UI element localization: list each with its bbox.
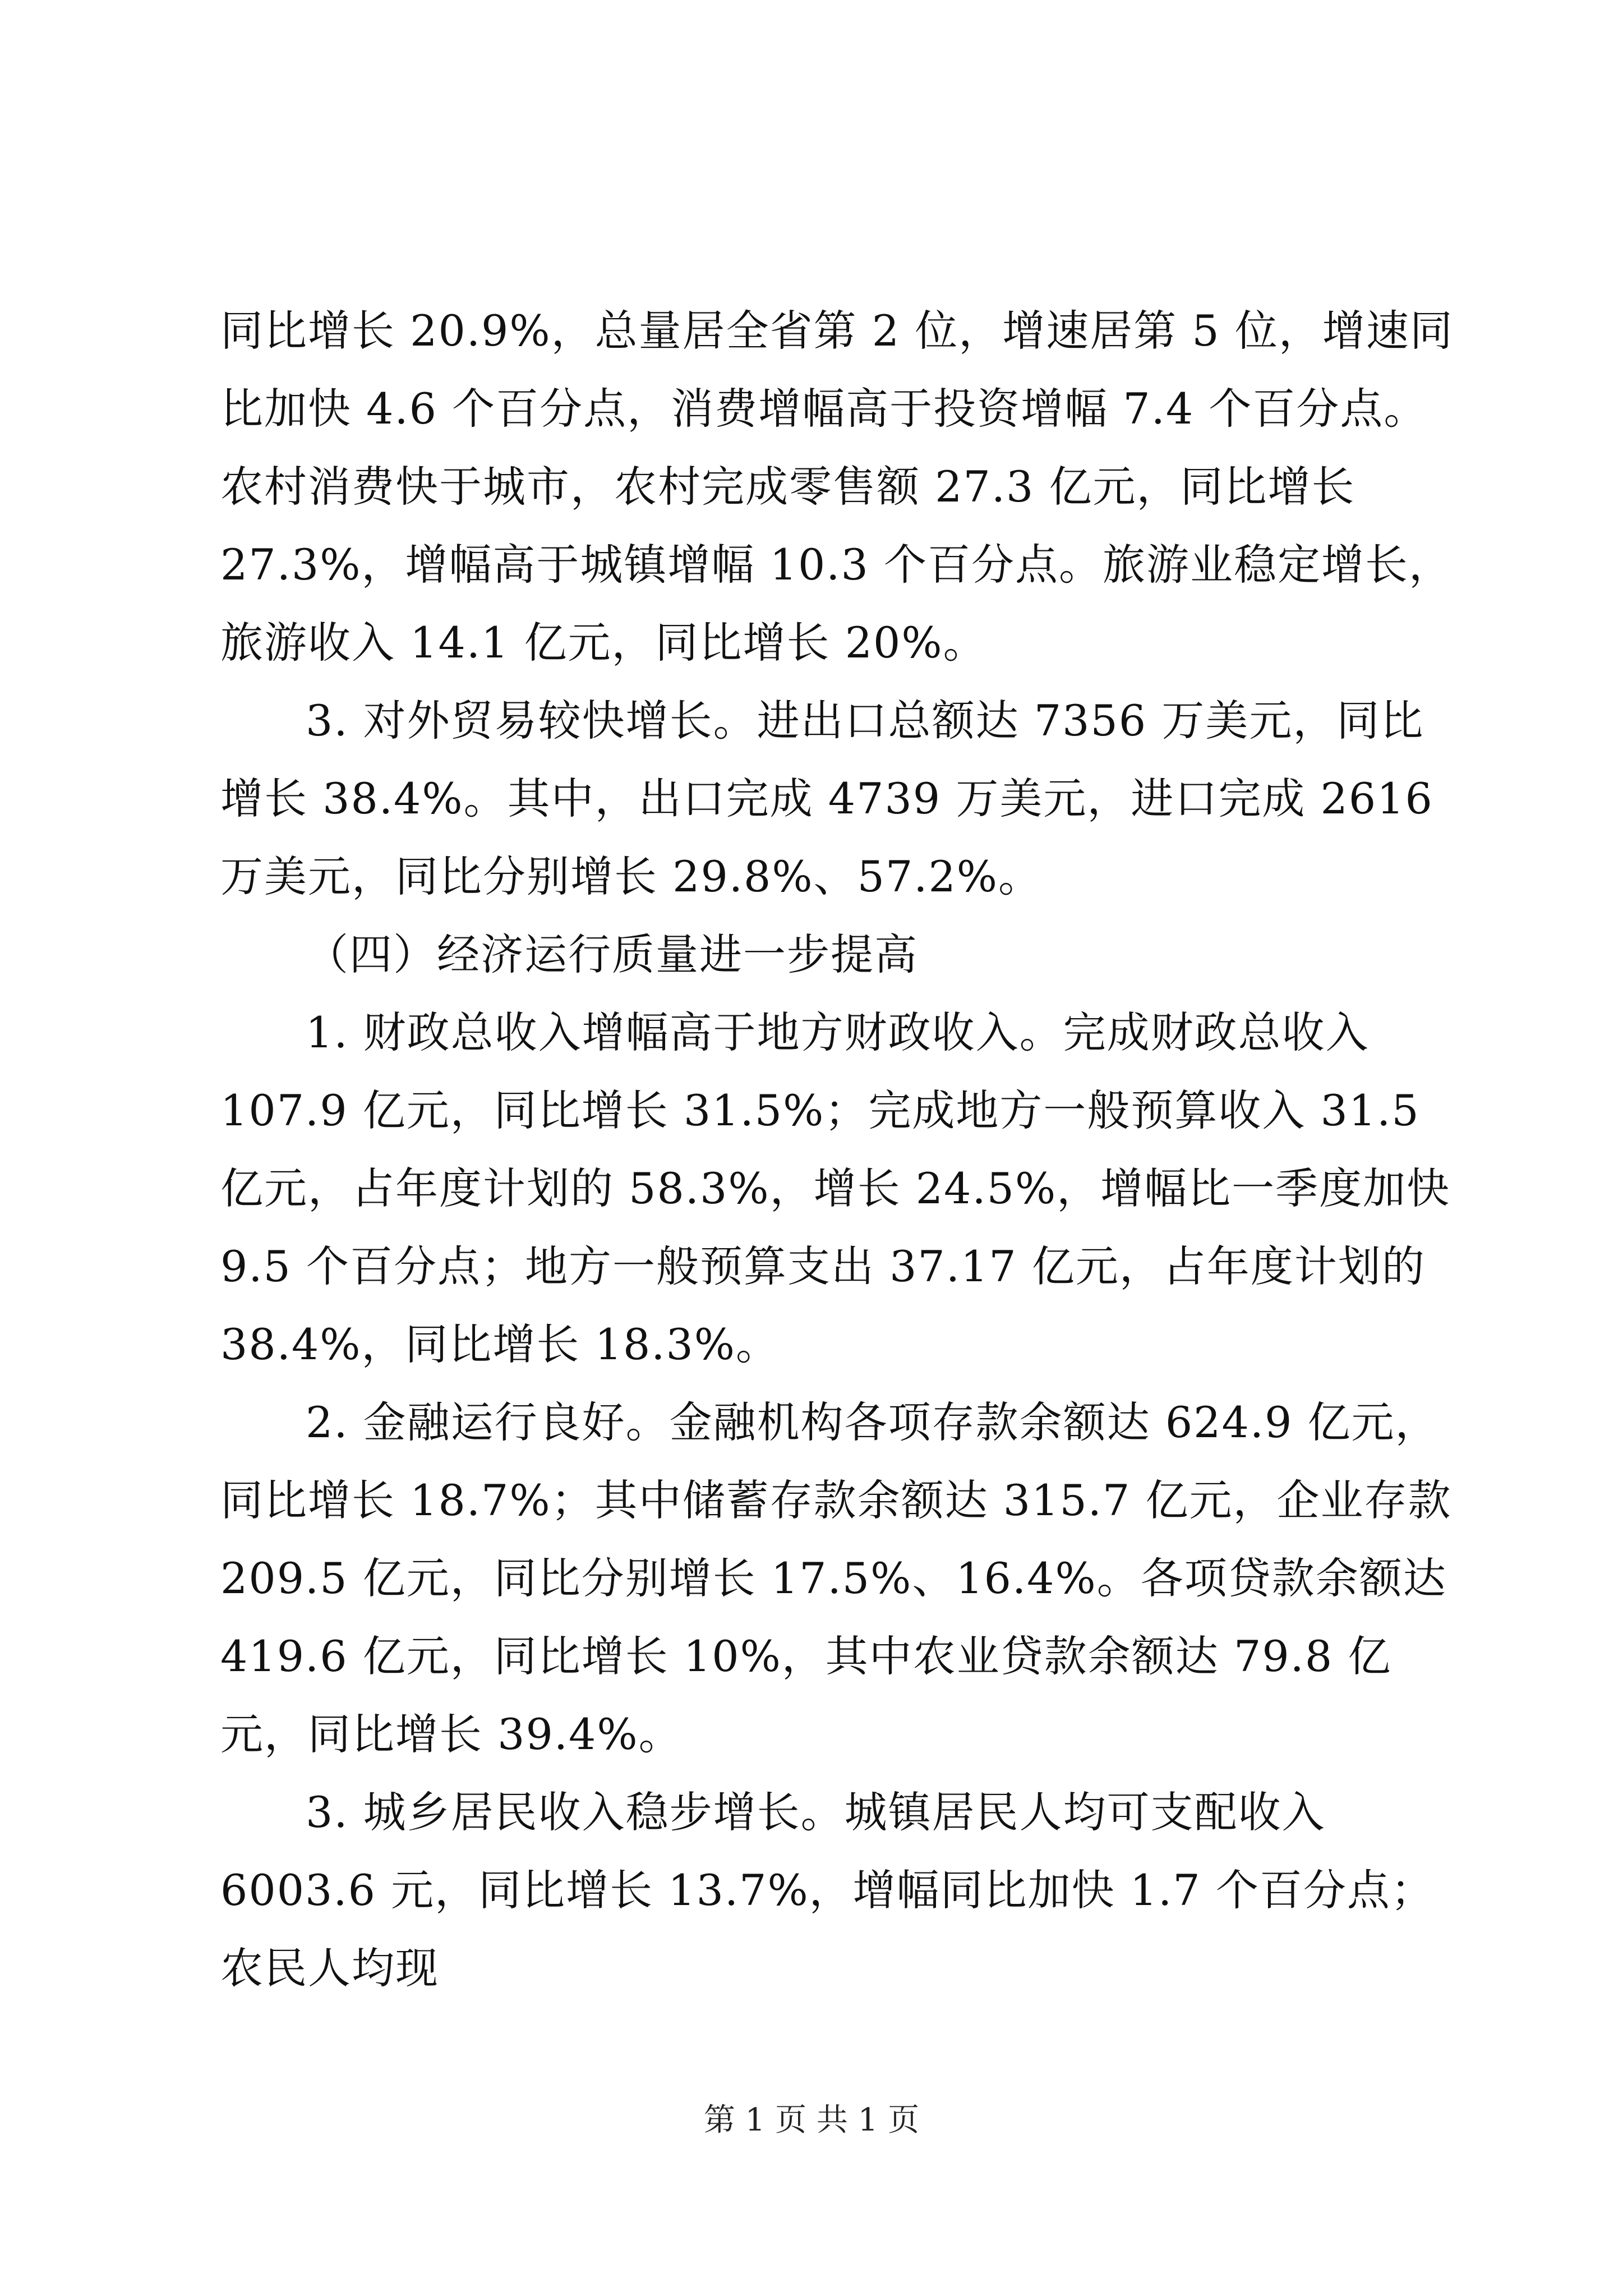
- paragraph-financial-operation: 2. 金融运行良好。金融机构各项存款余额达 624.9 亿元，同比增长 18.7%；其中储蓄存款余额达 315.7 亿元，企业存款 209.5 亿元，同比分别增长 17.5%、16.4%。各项贷款余额达 419.6 亿元，同比增长 10%，其中农业贷款余额达 79.8 亿元，同比增长 39.4%。: [220, 1397, 1452, 1759]
- paragraph-foreign-trade: 3. 对外贸易较快增长。进出口总额达 7356 万美元，同比增长 38.4%。其中，出口完成 4739 万美元，进口完成 2616 万美元，同比分别增长 29.8%、57.2%。: [220, 696, 1433, 901]
- page-footer: 第 1 页 共 1 页: [703, 2102, 920, 2138]
- paragraph-fiscal-revenue: 1. 财政总收入增幅高于地方财政收入。完成财政总收入 107.9 亿元，同比增长 31.5%；完成地方一般预算收入 31.5 亿元，占年度计划的 58.3%，增长 24.5%，增幅比一季度加快 9.5 个百分点；地方一般预算支出 37.17 亿元，占年度计划的 38.4%，同比增长 18.3%。: [220, 1007, 1451, 1369]
- paragraph-consumption-continued: 同比增长 20.9%，总量居全省第 2 位，增速居第 5 位，增速同比加快 4.6 个百分点，消费增幅高于投资增幅 7.4 个百分点。农村消费快于城市，农村完成零售额 27.3 亿元，同比增长 27.3%，增幅高于城镇增幅 10.3 个百分点。旅游业稳定增长，旅游收入 14.1 亿元，同比增长 20%。: [220, 306, 1454, 668]
- document-body: [220, 292, 1454, 2007]
- paragraph-resident-income: 3. 城乡居民收入稳步增长。城镇居民人均可支配收入 6003.6 元，同比增长 13.7%，增幅同比加快 1.7 个百分点；农民人均现: [220, 1787, 1435, 1993]
- section-heading-economic-quality: （四）经济运行质量进一步提高: [306, 930, 918, 979]
